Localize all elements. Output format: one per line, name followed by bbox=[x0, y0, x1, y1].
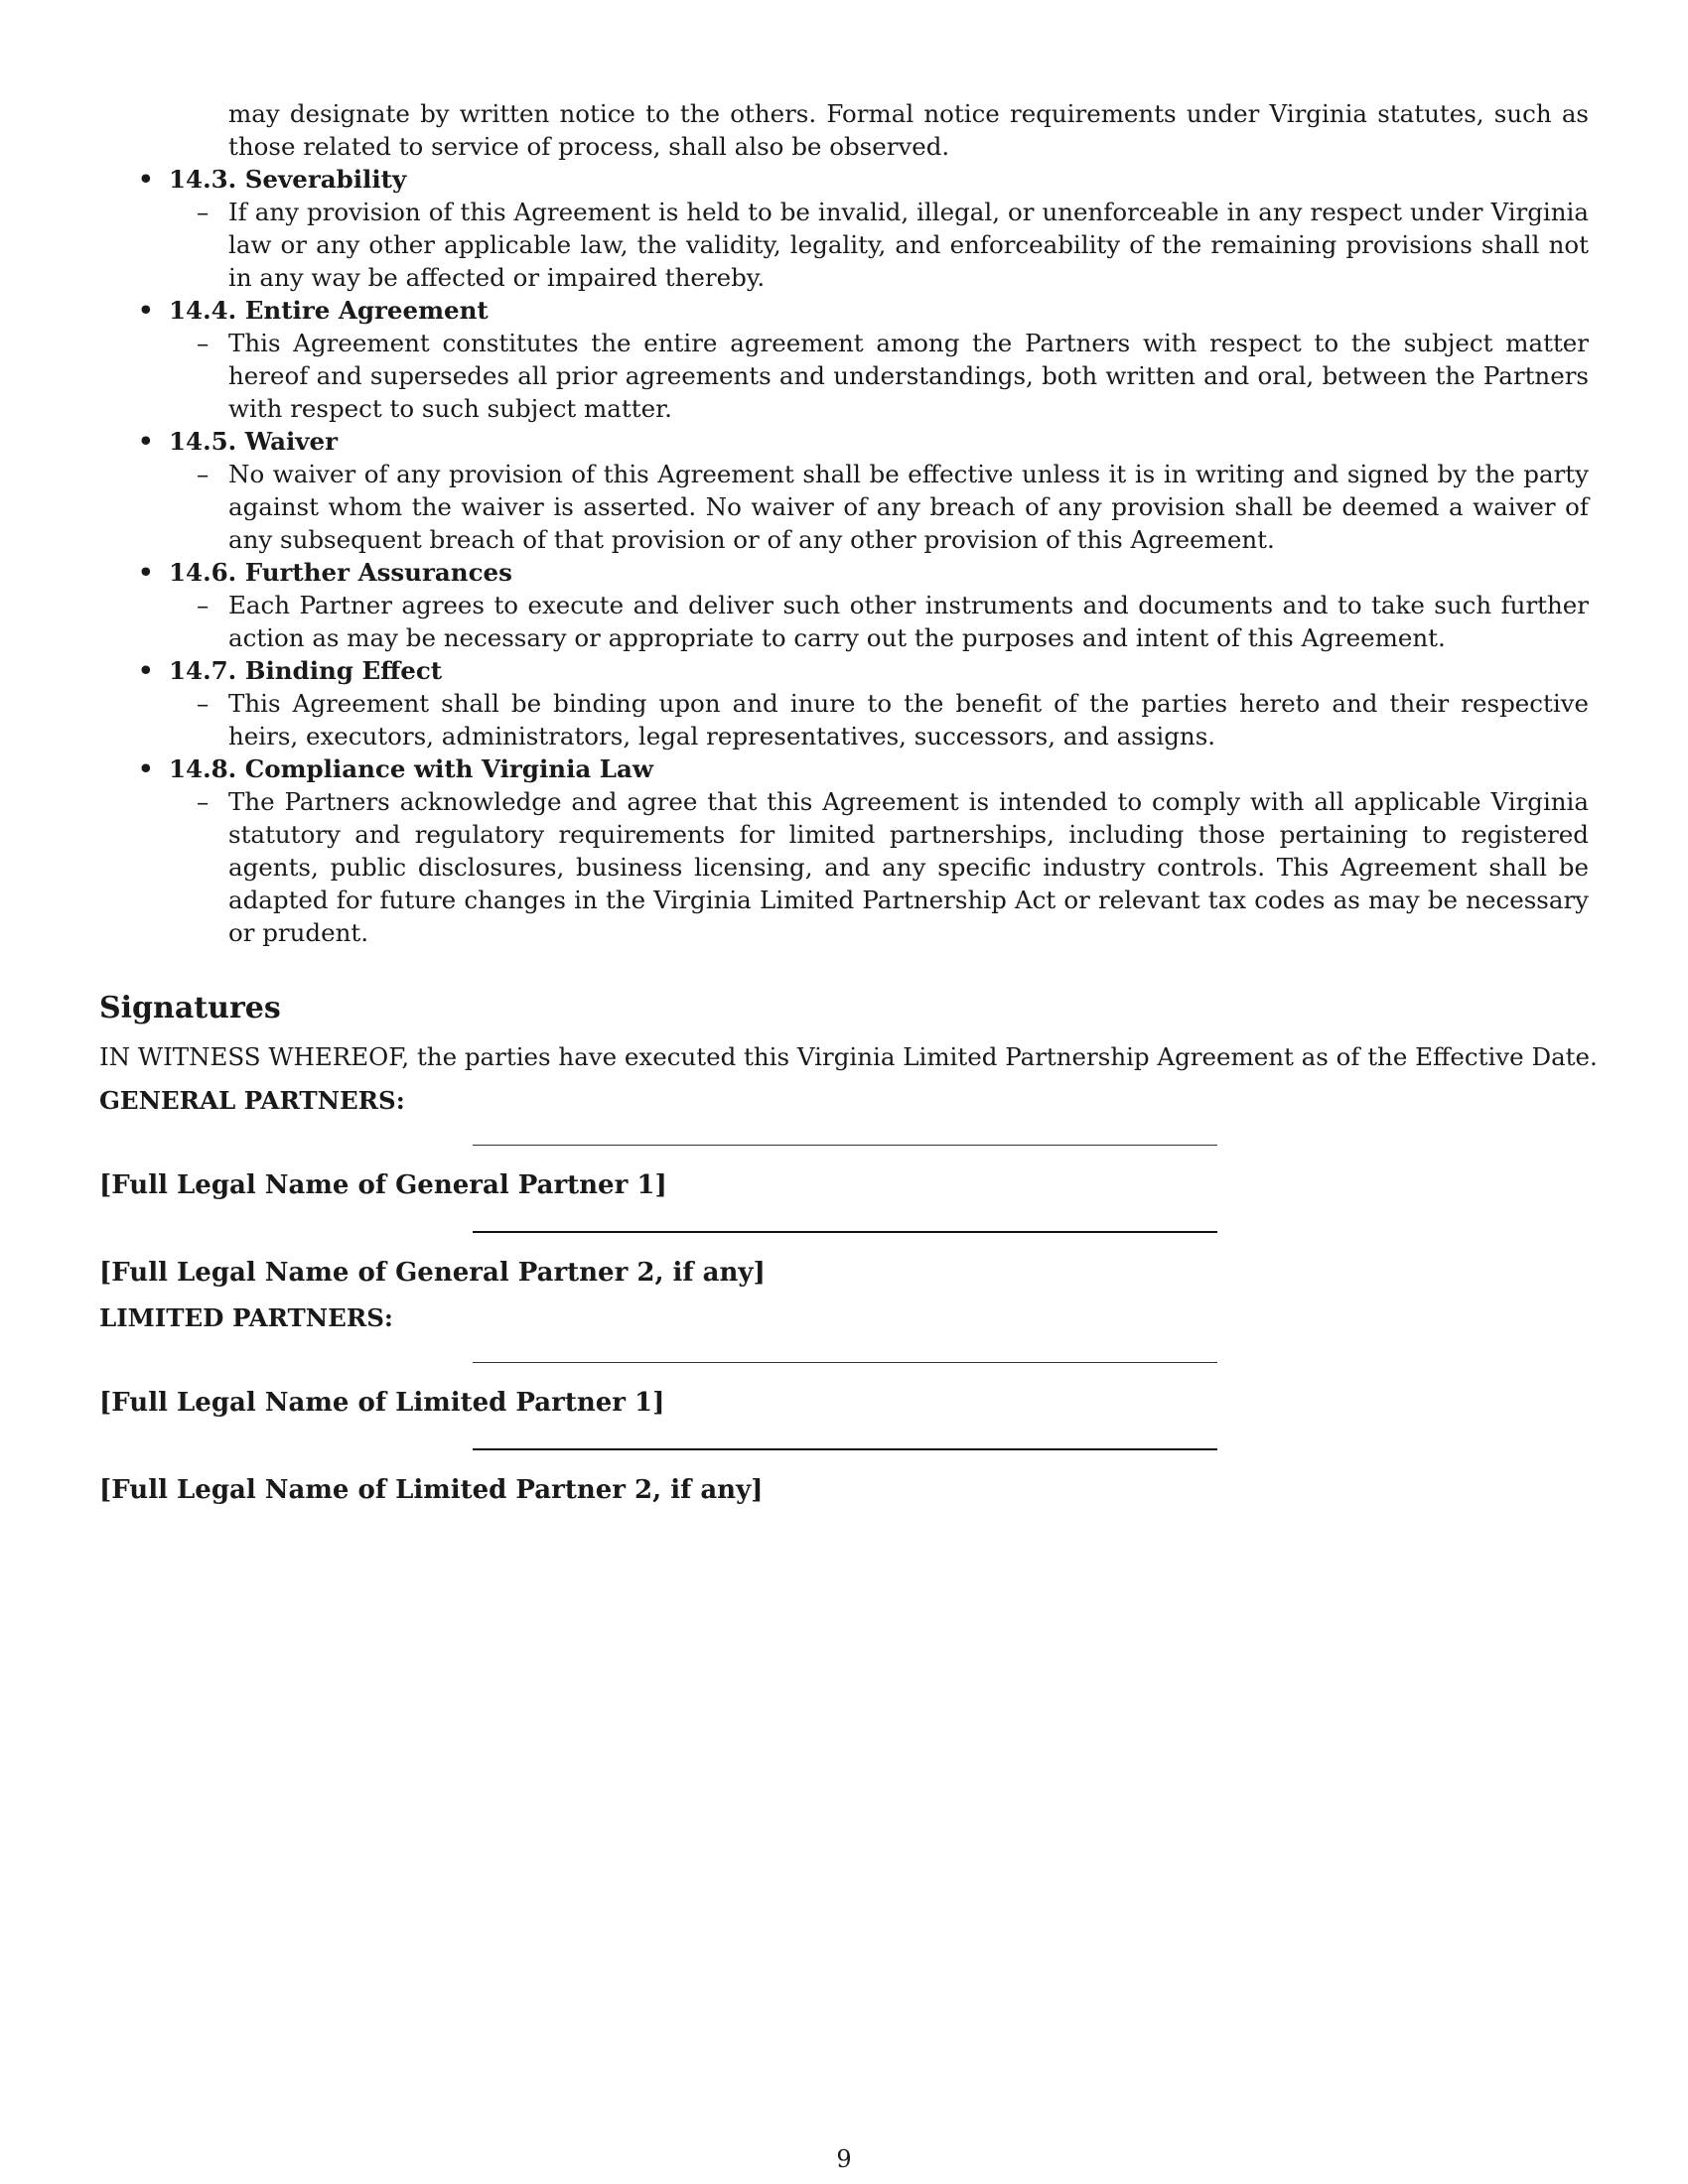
section-14-7 bbox=[99, 654, 1589, 752]
bullet-icon: • bbox=[138, 296, 154, 325]
signature-line bbox=[473, 1448, 1217, 1450]
section-14-6 bbox=[99, 556, 1589, 654]
dash-icon: – bbox=[197, 329, 210, 357]
limited-partner-2-name: [Full Legal Name of Limited Partner 2, if any] bbox=[99, 1475, 764, 1505]
dash-icon: – bbox=[197, 787, 210, 816]
dash-icon: – bbox=[197, 689, 210, 718]
page-number: 9 bbox=[836, 2145, 852, 2173]
dash-icon: – bbox=[197, 198, 210, 226]
section-14-5 bbox=[99, 425, 1589, 556]
section-body: This Agreement shall be binding upon and inure to the benefit of the parties hereto and their respective heirs, executors, administrators, legal representatives, successors, and assigns. bbox=[228, 689, 1589, 751]
dash-icon: – bbox=[197, 591, 210, 619]
section-title: 14.4. Entire Agreement bbox=[169, 296, 489, 325]
section-title: 14.7. Binding Effect bbox=[169, 656, 443, 685]
bullet-icon: • bbox=[138, 558, 154, 587]
general-partner-2-name: [Full Legal Name of General Partner 2, if any] bbox=[99, 1258, 766, 1288]
section-title: 14.6. Further Assurances bbox=[169, 558, 512, 587]
continuation-paragraph: may designate by written notice to the others. Formal notice requirements under Virginia statutes, such as those related to service of process, shall also be observed. bbox=[228, 99, 1589, 161]
signature-line bbox=[473, 1362, 1217, 1363]
signatures-heading: Signatures bbox=[99, 991, 281, 1025]
general-partners-label: GENERAL PARTNERS: bbox=[99, 1086, 405, 1115]
bullet-icon: • bbox=[138, 754, 154, 783]
section-title: 14.5. Waiver bbox=[169, 427, 339, 456]
section-body: If any provision of this Agreement is held to be invalid, illegal, or unenforceable in any respect under Virginia law or any other applicable law, the validity, legality, and enforceability of the remaining provisions shall not in any way be affected or impaired thereby. bbox=[228, 198, 1589, 292]
section-title: 14.8. Compliance with Virginia Law bbox=[169, 754, 653, 783]
section-title: 14.3. Severability bbox=[169, 165, 407, 194]
limited-partners-label: LIMITED PARTNERS: bbox=[99, 1303, 393, 1332]
section-14-3 bbox=[99, 163, 1589, 294]
limited-partner-1-name: [Full Legal Name of Limited Partner 1] bbox=[99, 1388, 665, 1418]
general-partner-1-name: [Full Legal Name of General Partner 1] bbox=[99, 1170, 667, 1200]
signature-line bbox=[473, 1231, 1217, 1233]
section-body: This Agreement constitutes the entire agreement among the Partners with respect to the subject matter hereof and supersedes all prior agreements and understandings, both written and oral, between the Partners with respect to such subject matter. bbox=[228, 329, 1589, 423]
bullet-icon: • bbox=[138, 427, 154, 456]
section-body: The Partners acknowledge and agree that this Agreement is intended to comply with all applicable Virginia statutory and regulatory requirements for limited partnerships, including those pertaining to registered agents, public disclosures, business licensing, and any specific industry controls. This Agreement shall be adapted for future changes in the Virginia Limited Partnership Act or relevant tax codes as may be necessary or prudent. bbox=[228, 787, 1589, 947]
section-body: No waiver of any provision of this Agreement shall be effective unless it is in writing and signed by the party against whom the waiver is asserted. No waiver of any breach of any provision shall be deemed a waiver of any subsequent breach of that provision or of any other provision of this Agreement. bbox=[228, 460, 1589, 554]
document-page bbox=[99, 97, 1598, 1508]
witness-statement: IN WITNESS WHEREOF, the parties have executed this Virginia Limited Partnership Agreement as of the Effective Date. bbox=[99, 1042, 1598, 1071]
bullet-icon: • bbox=[138, 165, 154, 194]
section-14-4 bbox=[99, 294, 1589, 425]
section-14-8 bbox=[99, 752, 1589, 949]
signature-line bbox=[473, 1145, 1217, 1146]
dash-icon: – bbox=[197, 460, 210, 488]
bullet-icon: • bbox=[138, 656, 154, 685]
section-body: Each Partner agrees to execute and deliver such other instruments and documents and to take such further action as may be necessary or appropriate to carry out the purposes and intent of this Agreement. bbox=[228, 591, 1589, 652]
